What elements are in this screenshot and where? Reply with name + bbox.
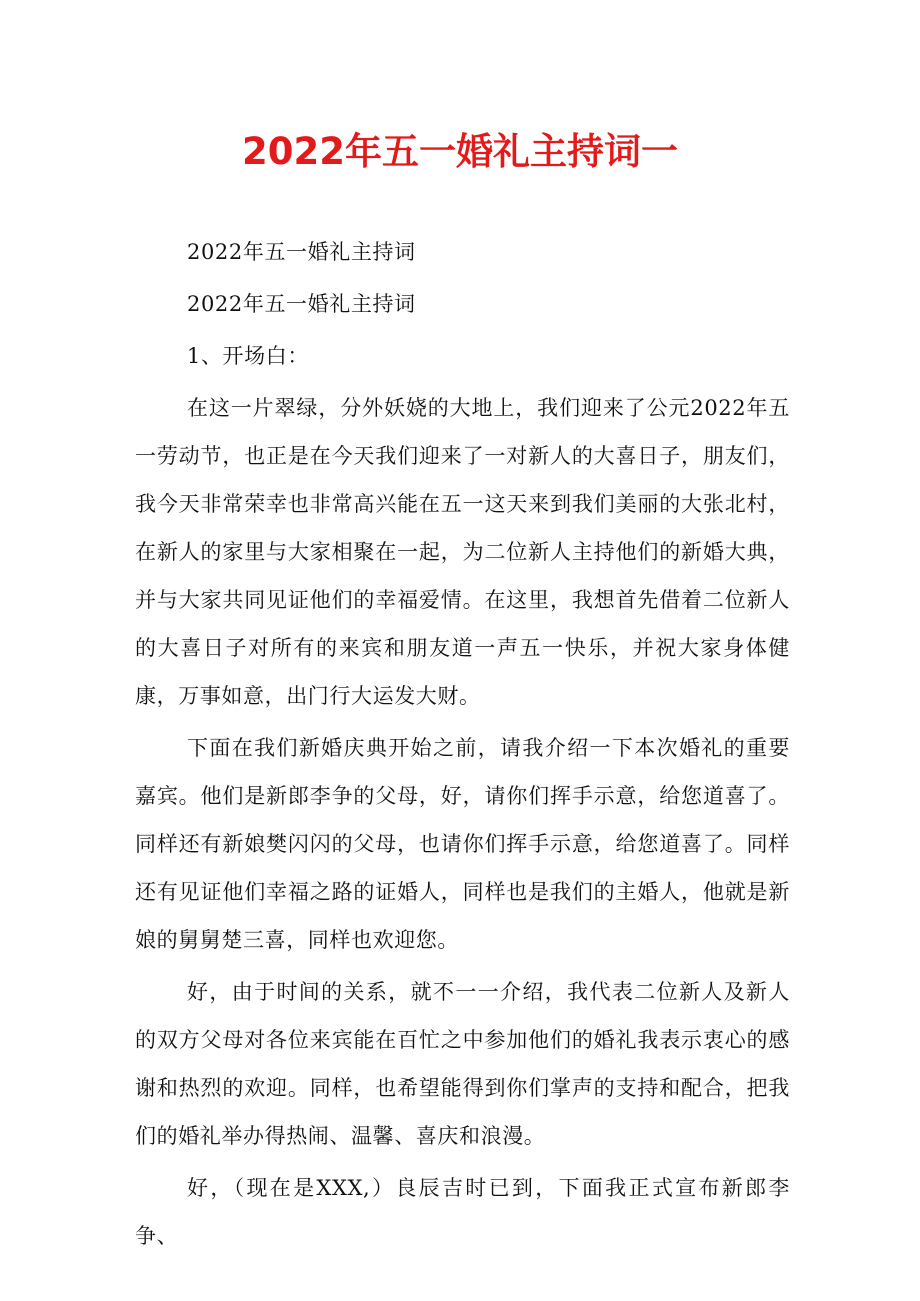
paragraph-thanks: 好，由于时间的关系，就不一一介绍，我代表二位新人及新人的双方父母对各位来宾能在百忙之中参加他们的婚礼我表示衷心的感谢和热烈的欢迎。同样，也希望能得到你们掌声的支持和配合，把我们的婚礼举办得热闹、温馨、喜庆和浪漫。	[135, 980, 790, 1148]
paragraph-announcement: 好，（现在是XXX,）良辰吉时已到，下面我正式宣布新郎李争、	[135, 1176, 790, 1248]
section-heading-opening: 1、开场白：	[187, 344, 309, 368]
paragraph-subtitle-2: 2022年五一婚礼主持词	[187, 292, 416, 316]
paragraph-opening-speech: 在这一片翠绿，分外妖娆的大地上，我们迎来了公元2022年五一劳动节，也正是在今天我们迎来了一对新人的大喜日子，朋友们，我今天非常荣幸也非常高兴能在五一这天来到我们美丽的大张北村，在新人的家里与大家相聚在一起，为二位新人主持他们的新婚大典，并与大家共同见证他们的幸福爱情。在这里，我想首先借着二位新人的大喜日子对所有的来宾和朋友道一声五一快乐，并祝大家身体健康，万事如意，出门行大运发大财。	[135, 396, 790, 708]
paragraph-introduce-guests: 下面在我们新婚庆典开始之前，请我介绍一下本次婚礼的重要嘉宾。他们是新郎李争的父母，好，请你们挥手示意，给您道喜了。同样还有新娘樊闪闪的父母，也请你们挥手示意，给您道喜了。同样还有见证他们幸福之路的证婚人，同样也是我们的主婚人，他就是新娘的舅舅楚三喜，同样也欢迎您。	[135, 736, 790, 952]
document-body	[135, 228, 790, 1260]
paragraph-subtitle-1: 2022年五一婚礼主持词	[187, 240, 416, 264]
document-title: 2022年五一婚礼主持词一	[242, 130, 678, 173]
